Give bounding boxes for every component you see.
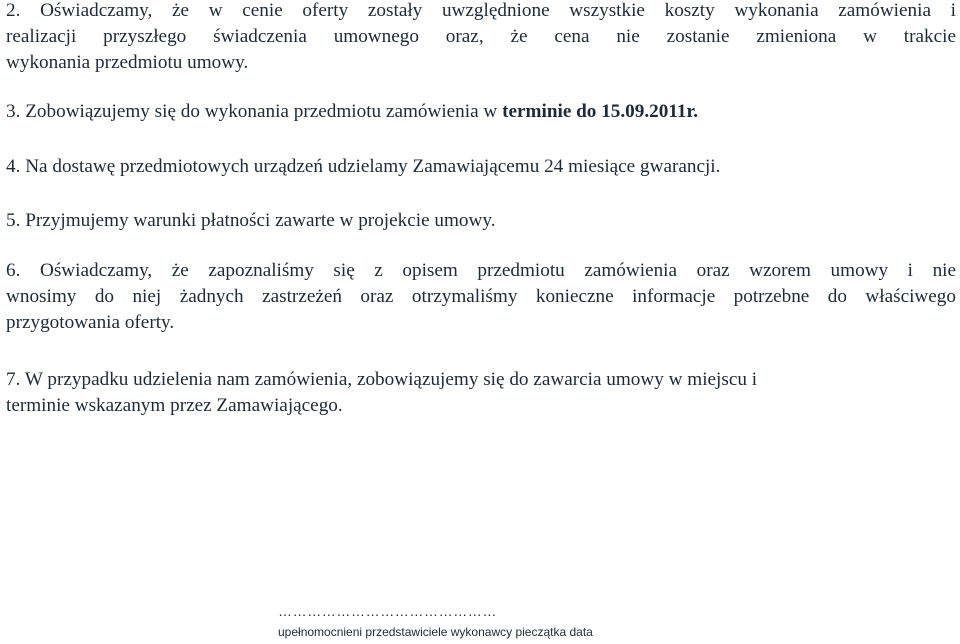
statement-item-5-line-1 (6, 208, 956, 234)
statement-text: W przypadku udzielenia nam zamówienia, zobowiązujemy się do zawarcia umowy w miejscu i (24, 369, 758, 390)
item-number: 2. (6, 0, 21, 21)
statement-item-4 (6, 154, 956, 180)
statement-item-6 (6, 258, 956, 336)
statement-item-3-line-1 (6, 99, 956, 125)
statement-item-5 (6, 208, 956, 234)
statement-item-6-line-1 (6, 258, 956, 284)
statement-item-6-line-2: wnosimy do niej żadnych zastrzeżeń oraz otrzymaliśmy konieczne informacje potrzebne do właściwego (6, 286, 956, 307)
signature-caption: upełnomocnieni przedstawiciele wykonawcy pieczątka data (278, 625, 593, 639)
statement-text: Oświadczamy, że zapoznaliśmy się z opisem przedmiotu zamówienia oraz wzorem umowy i nie (39, 260, 957, 281)
item-number: 6. (6, 260, 21, 281)
statement-item-4-line-1 (6, 154, 956, 180)
item-number: 4. (6, 156, 21, 177)
statement-item-7 (6, 367, 956, 419)
statement-item-2-line-2: realizacji przyszłego świadczenia umownego oraz, że cena nie zostanie zmieniona w trakcie (6, 26, 956, 47)
statement-item-3 (6, 99, 956, 125)
statement-text: Zobowiązujemy się do wykonania przedmiotu zamówienia w (25, 101, 503, 122)
deadline-text: terminie do 15.09.2011r. (502, 101, 699, 122)
statement-item-7-line-2: terminie wskazanym przez Zamawiającego. (6, 395, 343, 416)
statement-item-2-line-3: wykonania przedmiotu umowy. (6, 52, 249, 73)
item-number: 5. (6, 210, 21, 231)
statement-item-2-line-1 (6, 0, 956, 24)
signature-dotted-line: ……………………………………… (278, 603, 497, 619)
statement-text: Oświadczamy, że w cenie oferty zostały uwzględnione wszystkie koszty wykonania zamówienia i (40, 0, 956, 21)
statement-text: Na dostawę przedmiotowych urządzeń udzielamy Zamawiającemu 24 miesiące gwarancji. (25, 156, 721, 177)
item-number: 7. (6, 369, 21, 390)
item-number: 3. (6, 101, 21, 122)
statement-item-2 (6, 0, 956, 76)
statement-item-6-line-3: przygotowania oferty. (6, 312, 175, 333)
statement-text: Przyjmujemy warunki płatności zawarte w projekcie umowy. (25, 210, 496, 231)
statement-item-7-line-1 (6, 367, 956, 393)
